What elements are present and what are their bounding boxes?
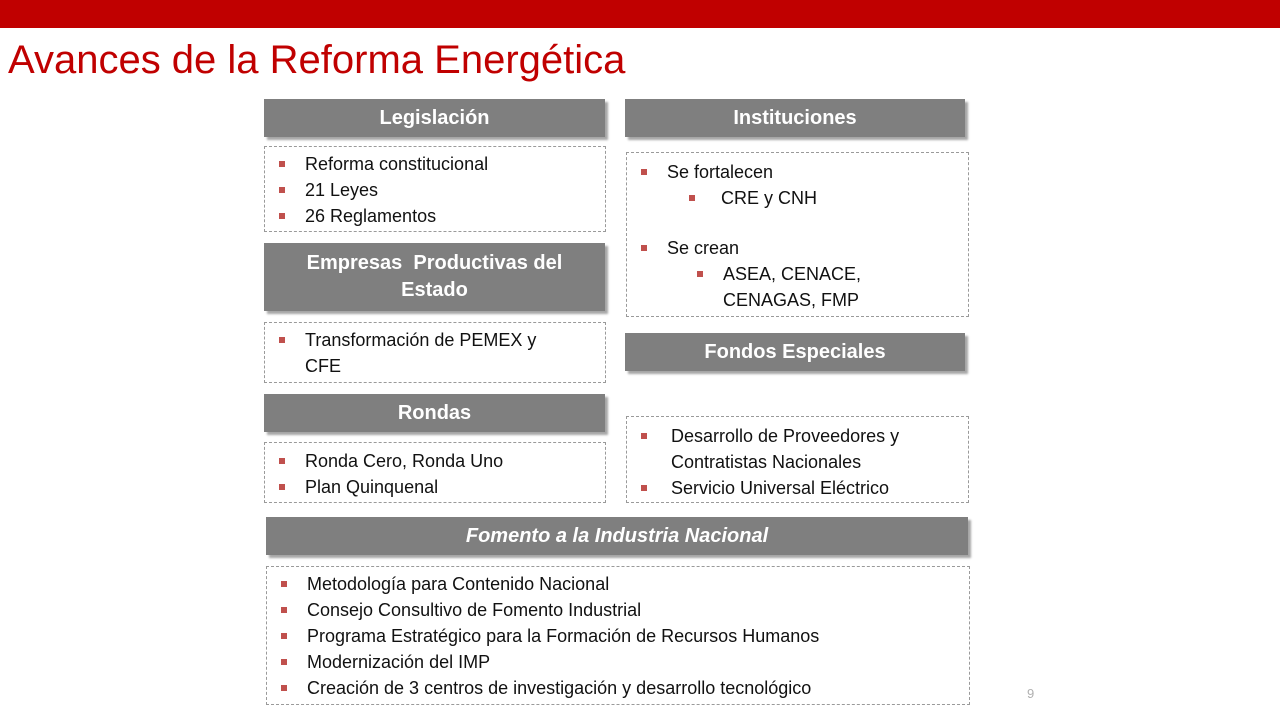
list-item-text: Plan Quinquenal [305, 477, 439, 497]
slide-title: Avances de la Reforma Energética [8, 38, 626, 82]
square-bullet-icon [641, 169, 647, 175]
list-item-text: Metodología para Contenido Nacional [307, 574, 610, 594]
list-item [265, 177, 605, 203]
square-bullet-icon [281, 659, 287, 665]
list-item [265, 448, 605, 474]
list-item-text: Desarrollo de Proveedores y [671, 426, 900, 446]
spacer [627, 211, 968, 235]
list-item-text: CFE [305, 356, 341, 376]
list-item-text: 21 Leyes [305, 180, 379, 200]
square-bullet-icon [281, 633, 287, 639]
header-legislacion-label: Legislación [379, 106, 490, 129]
box-legislacion [264, 146, 606, 232]
list-item-text: Se crean [667, 238, 740, 258]
header-rondas-label: Rondas [397, 401, 472, 424]
square-bullet-icon [641, 245, 647, 251]
list-item-text: Ronda Cero, Ronda Uno [305, 451, 504, 471]
square-bullet-icon [281, 685, 287, 691]
list-item-text: 26 Reglamentos [305, 206, 437, 226]
header-fondos [625, 333, 965, 371]
box-rondas [264, 442, 606, 503]
header-fomento [266, 517, 968, 555]
sub-list-item [627, 185, 968, 211]
box-fondos [626, 416, 969, 503]
square-bullet-icon [281, 607, 287, 613]
header-fondos-label: Fondos Especiales [704, 340, 886, 363]
list-item-text: Modernización del IMP [307, 652, 491, 672]
list-item-text: Se fortalecen [667, 162, 774, 182]
list-item-text: Consejo Consultivo de Fomento Industrial [307, 600, 642, 620]
square-bullet-icon [279, 337, 285, 343]
list-item-text: Servicio Universal Eléctrico [671, 478, 890, 498]
page-number: 9 [1027, 686, 1035, 701]
list-item [627, 235, 968, 261]
square-bullet-icon [279, 213, 285, 219]
list-item-continuation [627, 449, 968, 475]
list-item-text: Programa Estratégico para la Formación de Recursos Humanos [307, 626, 820, 646]
header-rondas [264, 394, 605, 432]
box-empresas [264, 322, 606, 383]
list-item [267, 649, 969, 675]
square-bullet-icon [697, 271, 703, 277]
square-bullet-icon [689, 195, 695, 201]
list-item [267, 623, 969, 649]
list-item [267, 597, 969, 623]
header-fomento-label: Fomento a la Industria Nacional [465, 524, 769, 547]
square-bullet-icon [279, 484, 285, 490]
header-empresas [264, 243, 605, 311]
sub-list-item [627, 261, 968, 287]
square-bullet-icon [641, 433, 647, 439]
list-item-text: Creación de 3 centros de investigación y desarrollo tecnológico [307, 678, 812, 698]
list-item [265, 203, 605, 229]
list-item-continuation [265, 353, 605, 379]
list-item-text: Reforma constitucional [305, 154, 489, 174]
header-empresas-line2: Estado [401, 279, 468, 301]
header-empresas-line1: Empresas Productivas del [306, 252, 563, 274]
list-item [627, 159, 968, 185]
square-bullet-icon [281, 581, 287, 587]
square-bullet-icon [279, 187, 285, 193]
box-fomento [266, 566, 970, 705]
list-item-text: ASEA, CENACE, [723, 264, 862, 284]
list-item-text: CENAGAS, FMP [723, 290, 860, 310]
list-item [267, 571, 969, 597]
square-bullet-icon [279, 458, 285, 464]
list-item [265, 474, 605, 500]
header-instituciones [625, 99, 965, 137]
header-legislacion [264, 99, 605, 137]
square-bullet-icon [641, 485, 647, 491]
top-accent-bar [0, 0, 1280, 28]
list-item [627, 475, 968, 501]
list-item-text: Transformación de PEMEX y [305, 330, 537, 350]
header-instituciones-label: Instituciones [733, 106, 857, 129]
sub-list-item-continuation [627, 287, 968, 313]
list-item-text: Contratistas Nacionales [671, 452, 862, 472]
list-item [267, 675, 969, 701]
list-item-text: CRE y CNH [721, 188, 818, 208]
square-bullet-icon [279, 161, 285, 167]
list-item [265, 151, 605, 177]
box-instituciones [626, 152, 969, 317]
list-item [265, 327, 605, 353]
list-item [627, 423, 968, 449]
